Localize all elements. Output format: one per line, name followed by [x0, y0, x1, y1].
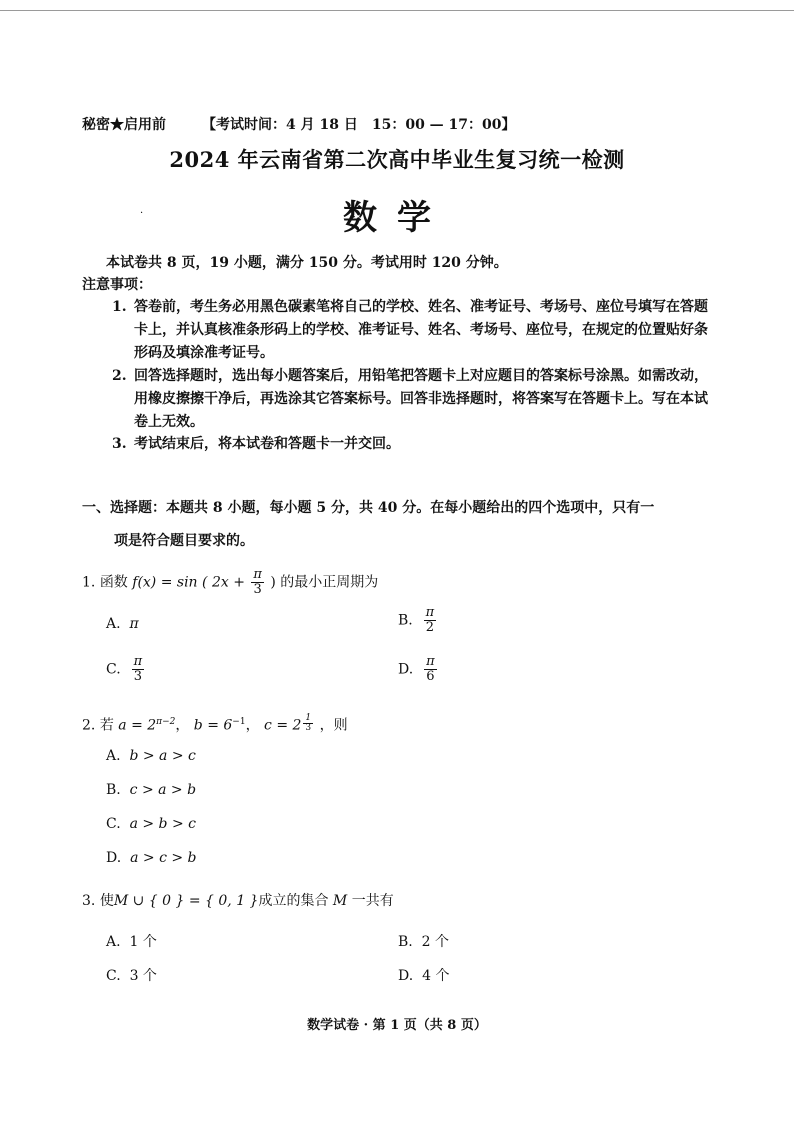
question-text: 成立的集合	[258, 893, 329, 909]
top-border-line	[0, 10, 794, 11]
question-text: 若	[99, 717, 114, 734]
formula-b: b = 6	[193, 717, 233, 734]
notice-item-num: 1.	[112, 299, 127, 315]
question-1	[82, 568, 378, 597]
q2-option-c: C. a > b > c	[106, 816, 196, 832]
formula-c: c = 2	[264, 717, 302, 734]
q2-option-a: A. b > a > c	[106, 748, 196, 764]
formula-a: a = 2	[118, 717, 157, 734]
q3-option-c: C. 3 个	[106, 968, 157, 984]
exam-intro: 本试卷共 8 页，19 小题，满分 150 分。考试用时 120 分钟。	[106, 255, 508, 271]
q2-option-b: B. c > a > b	[106, 782, 197, 798]
fraction: $\frac{\pi}{6}$	[426, 654, 435, 684]
question-number: 3.	[82, 893, 96, 909]
q1-option-d: D. $\frac{\pi}{6}$	[398, 654, 435, 684]
question-3: 3. 使M ∪ { 0 } = { 0, 1 }成立的集合 M 一共有	[82, 893, 394, 909]
stray-dot-mark: ·	[140, 208, 144, 219]
question-text: 函数	[99, 574, 128, 591]
question-text: 一共有	[351, 893, 394, 909]
q3-option-a: A. 1 个	[106, 934, 157, 950]
notice-title: 注意事项：	[82, 277, 152, 293]
notice-item-text: 考试结束后，将本试卷和答题卡一并交回。	[134, 436, 400, 452]
question-text: ，则	[319, 717, 348, 734]
section-1-heading-cont: 项是符合题目要求的。	[114, 533, 254, 549]
notice-item-num: 2.	[112, 368, 127, 384]
question-2: 2. 若 $a = 2^{\pi-2}$， $b = 6^{-1}$， c = 2 $^{\frac{1}{3}}$ ，则	[82, 713, 348, 734]
notice-item-text: 答卷前，考生务必用黑色碳素笔将自己的学校、姓名、准考证号、考场号、座位号填写在答题卡上，并认真核准条形码上的学校、准考证号、姓名、考场号、座位号，在规定的位置贴好条形码及填涂准考证号。	[134, 299, 708, 361]
exam-title: 2024 年云南省第二次高中毕业生复习统一检测	[169, 147, 625, 172]
fraction: $\frac{\pi}{3}$	[133, 654, 143, 684]
exam-time: 【考试时间：4 月 18 日 15：00 — 17：00】	[202, 117, 516, 133]
q1-option-b: B. $\frac{\pi}{2}$	[398, 605, 435, 635]
fraction: 1 3	[305, 713, 312, 733]
question-number: 2.	[82, 717, 96, 734]
fraction: $\frac{\pi}{3}$	[253, 567, 262, 597]
notice-item-text: 回答选择题时，选出每小题答案后，用铅笔把答题卡上对应题目的答案标号涂黑。如需改动，用橡皮擦擦干净后，再选涂其它答案标号。回答非选择题时，将答案写在答题卡上。写在本试卷上无效。	[134, 368, 708, 430]
secret-label: 秘密★启用前	[82, 117, 166, 133]
question-text: ) 的最小正周期为	[270, 574, 379, 591]
question-number: 1.	[82, 574, 96, 591]
question-text: 使	[99, 893, 114, 909]
subject-title: 数学	[343, 198, 451, 238]
q1-option-a: A. π	[106, 616, 139, 632]
q3-option-b: B. 2 个	[398, 934, 450, 950]
q1-option-c: C. $\frac{\pi}{3}$	[106, 654, 143, 684]
question-formula: f(x) = sin ( 2x +	[132, 574, 245, 591]
question-formula: M ∪ { 0 } = { 0, 1 }	[113, 893, 259, 909]
fraction: $\frac{\pi}{2}$	[425, 605, 435, 635]
section-1-heading: 一、选择题：本题共 8 小题，每小题 5 分，共 40 分。在每小题给出的四个选项中，只有一	[82, 500, 655, 516]
q3-option-d: D. 4 个	[398, 968, 450, 984]
page-footer: 数学试卷 · 第 1 页（共 8 页）	[307, 1018, 487, 1033]
notice-item-num: 3.	[112, 436, 127, 452]
q2-option-d: D. a > c > b	[106, 850, 197, 866]
